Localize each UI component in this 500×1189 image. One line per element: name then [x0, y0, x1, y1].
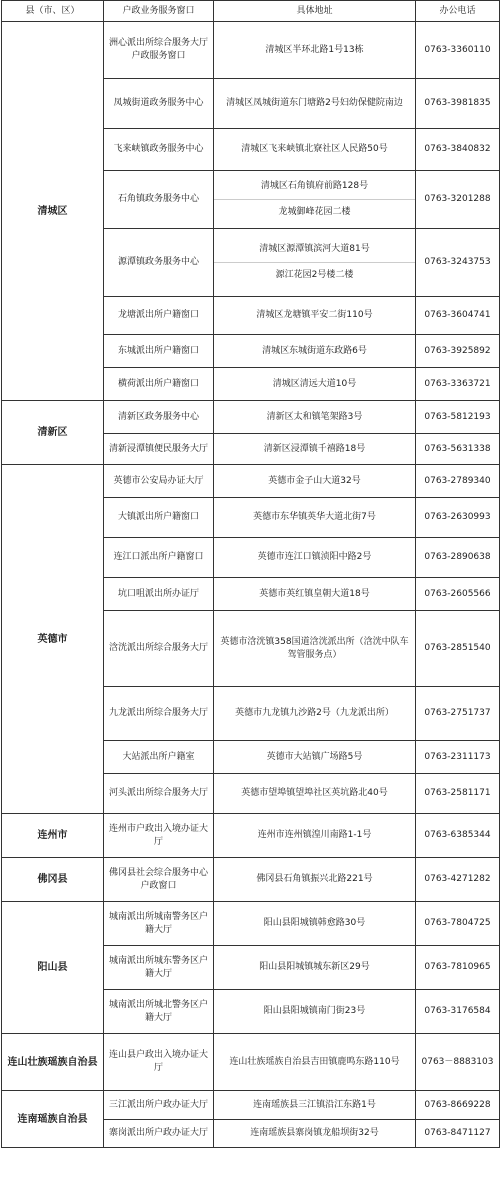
address-cell: 连南瑶族县三江镇沿江东路1号	[214, 1091, 416, 1120]
phone-cell: 0763-4271282	[416, 858, 500, 902]
address-cell: 英德市东华镇英华大道北街7号	[214, 498, 416, 538]
service-window-table	[1, 0, 500, 1148]
phone-cell: 0763-2630993	[416, 498, 500, 538]
phone-cell: 0763-7804725	[416, 902, 500, 946]
table-row	[2, 814, 500, 858]
address-cell: 连南瑶族县寨岗镇龙船坝街32号	[214, 1120, 416, 1148]
phone-cell: 0763-3201288	[416, 171, 500, 229]
phone-cell: 0763-3363721	[416, 368, 500, 401]
phone-cell: 0763-2890638	[416, 538, 500, 578]
address-cell: 连州市连州镇湟川南路1-1号	[214, 814, 416, 858]
county-cell: 阳山县	[2, 902, 104, 1034]
address-cell: 英德市望埠镇望埠社区英坑路北40号	[214, 774, 416, 814]
window-cell: 连江口派出所户籍窗口	[104, 538, 214, 578]
window-cell: 连山县户政出入境办证大厅	[104, 1034, 214, 1091]
phone-cell: 0763-3360110	[416, 22, 500, 79]
address-cell: 连山壮族瑶族自治县吉田镇鹿鸣东路110号	[214, 1034, 416, 1091]
header-county: 县（市、区）	[2, 1, 104, 22]
window-cell: 浛洸派出所综合服务大厅	[104, 611, 214, 687]
window-cell: 英德市公安局办证大厅	[104, 465, 214, 498]
address-line: 龙城御峰花园二楼	[214, 199, 415, 225]
phone-cell: 0763-7810965	[416, 946, 500, 990]
address-cell: 英德市浛洸镇358国道浛洸派出所（浛洸中队车驾管服务点）	[214, 611, 416, 687]
table-row	[2, 902, 500, 946]
phone-cell: 0763-3925892	[416, 335, 500, 368]
phone-cell: 0763-8669228	[416, 1091, 500, 1120]
window-cell: 清新浸潭镇便民服务大厅	[104, 434, 214, 465]
county-cell: 连州市	[2, 814, 104, 858]
table-row	[2, 401, 500, 434]
address-cell: 佛冈县石角镇振兴北路221号	[214, 858, 416, 902]
phone-cell: 0763-2789340	[416, 465, 500, 498]
window-cell: 城南派出所城东警务区户籍大厅	[104, 946, 214, 990]
window-cell: 洲心派出所综合服务大厅户政服务窗口	[104, 22, 214, 79]
window-cell: 横荷派出所户籍窗口	[104, 368, 214, 401]
header-address: 具体地址	[214, 1, 416, 22]
window-cell: 源潭镇政务服务中心	[104, 229, 214, 297]
address-cell: 英德市九龙镇九沙路2号（九龙派出所）	[214, 687, 416, 741]
header-phone: 办公电话	[416, 1, 500, 22]
header-row	[2, 1, 500, 22]
phone-cell: 0763-5631338	[416, 434, 500, 465]
address-cell	[214, 171, 416, 229]
address-line: 清城区石角镇府前路128号	[260, 181, 369, 191]
phone-cell: 0763-2851540	[416, 611, 500, 687]
window-cell: 城南派出所城南警务区户籍大厅	[104, 902, 214, 946]
phone-cell: 0763-3981835	[416, 79, 500, 129]
table-row	[2, 858, 500, 902]
county-cell: 清城区	[2, 22, 104, 401]
address-cell: 英德市大站镇广场路5号	[214, 741, 416, 774]
phone-cell: 0763-8471127	[416, 1120, 500, 1148]
window-cell: 飞来峡镇政务服务中心	[104, 129, 214, 171]
address-cell: 阳山县阳城镇城东新区29号	[214, 946, 416, 990]
address-cell: 清城区凤城街道东门塘路2号妇幼保健院南边	[214, 79, 416, 129]
address-cell	[214, 229, 416, 297]
window-cell: 三江派出所户政办证大厅	[104, 1091, 214, 1120]
phone-cell: 0763-3243753	[416, 229, 500, 297]
phone-cell: 0763-3840832	[416, 129, 500, 171]
window-cell: 清新区政务服务中心	[104, 401, 214, 434]
window-cell: 九龙派出所综合服务大厅	[104, 687, 214, 741]
county-cell: 英德市	[2, 465, 104, 814]
address-cell: 清城区半环北路1号13栋	[214, 22, 416, 79]
address-cell: 清城区飞来峡镇北寮社区人民路50号	[214, 129, 416, 171]
header-window: 户政业务服务窗口	[104, 1, 214, 22]
address-cell: 英德市连江口镇浈阳中路2号	[214, 538, 416, 578]
phone-cell: 0763-6385344	[416, 814, 500, 858]
table-row	[2, 465, 500, 498]
table-row	[2, 1091, 500, 1120]
county-cell: 连南瑶族自治县	[2, 1091, 104, 1148]
phone-cell: 0763-3176584	[416, 990, 500, 1034]
window-cell: 城南派出所城北警务区户籍大厅	[104, 990, 214, 1034]
window-cell: 河头派出所综合服务大厅	[104, 774, 214, 814]
phone-cell: 0763-2581171	[416, 774, 500, 814]
table-body	[2, 22, 500, 1148]
window-cell: 大站派出所户籍室	[104, 741, 214, 774]
address-line: 清城区源潭镇滨河大道81号	[259, 244, 370, 254]
window-cell: 龙塘派出所户籍窗口	[104, 297, 214, 335]
address-cell: 清城区龙塘镇平安二街110号	[214, 297, 416, 335]
phone-cell: 0763-2311173	[416, 741, 500, 774]
county-cell: 连山壮族瑶族自治县	[2, 1034, 104, 1091]
address-cell: 清城区清远大道10号	[214, 368, 416, 401]
phone-cell: 0763-2605566	[416, 578, 500, 611]
address-cell: 英德市英红镇皇朝大道18号	[214, 578, 416, 611]
window-cell: 东城派出所户籍窗口	[104, 335, 214, 368]
address-cell: 清城区东城街道东政路6号	[214, 335, 416, 368]
table-row	[2, 1034, 500, 1091]
address-cell: 清新区浸潭镇千禧路18号	[214, 434, 416, 465]
window-cell: 大镇派出所户籍窗口	[104, 498, 214, 538]
address-cell: 英德市金子山大道32号	[214, 465, 416, 498]
county-cell: 清新区	[2, 401, 104, 465]
address-line: 源江花园2号楼二楼	[214, 262, 415, 288]
window-cell: 凤城街道政务服务中心	[104, 79, 214, 129]
phone-cell: 0763-5812193	[416, 401, 500, 434]
window-cell: 佛冈县社会综合服务中心户政窗口	[104, 858, 214, 902]
address-cell: 阳山县阳城镇韩愈路30号	[214, 902, 416, 946]
county-cell: 佛冈县	[2, 858, 104, 902]
phone-cell: 0763-2751737	[416, 687, 500, 741]
phone-cell: 0763－8883103	[416, 1034, 500, 1091]
window-cell: 坑口咀派出所办证厅	[104, 578, 214, 611]
phone-cell: 0763-3604741	[416, 297, 500, 335]
address-cell: 阳山县阳城镇南门街23号	[214, 990, 416, 1034]
table-row	[2, 22, 500, 79]
window-cell: 寨岗派出所户政办证大厅	[104, 1120, 214, 1148]
window-cell: 石角镇政务服务中心	[104, 171, 214, 229]
window-cell: 连州市户政出入境办证大厅	[104, 814, 214, 858]
address-cell: 清新区太和镇笔架路3号	[214, 401, 416, 434]
